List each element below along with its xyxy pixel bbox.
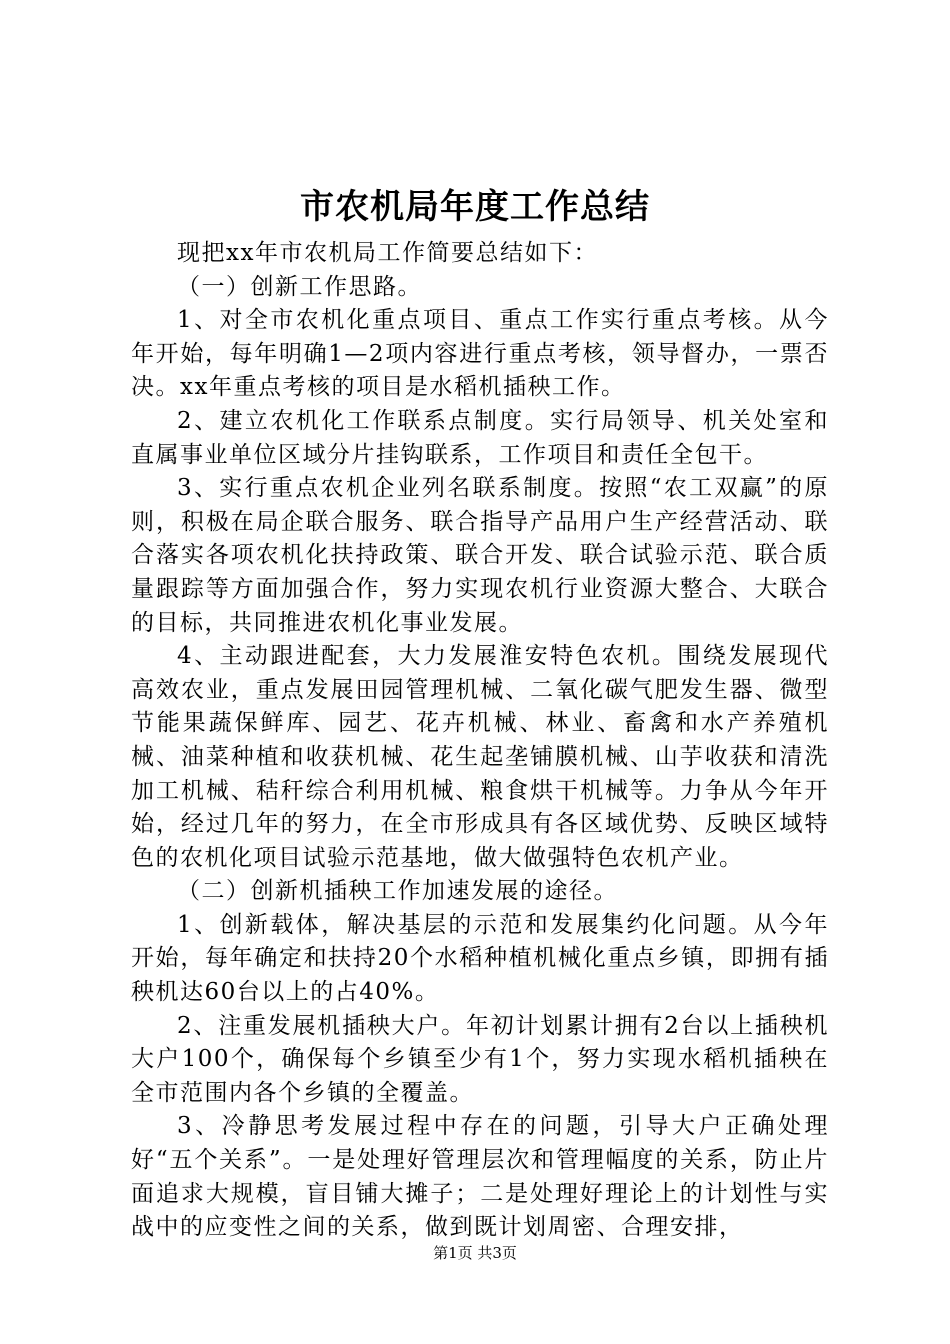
paragraph-item: 2、建立农机化工作联系点制度。实行局领导、机关处室和直属事业单位区域分片挂钩联系，工作项目和责任全包干。 xyxy=(131,407,829,468)
paragraph-intro: 现把xx年市农机局工作简要总结如下： xyxy=(177,240,598,266)
page-number-footer: 第1页 共3页 xyxy=(433,1244,517,1262)
document-title: 市农机局年度工作总结 xyxy=(300,187,650,227)
paragraph-item: 3、实行重点农机企业列名联系制度。按照“农工双赢”的原则，积极在局企联合服务、联合指导产品用户生产经营活动、联合落实各项农机化扶持政策、联合开发、联合试验示范、联合质量跟踪等方面加强合作，努力实现农机行业资源大整合、大联合的目标，共同推进农机化事业发展。 xyxy=(131,475,829,636)
paragraph-item: 2、注重发展机插秧大户。年初计划累计拥有2台以上插秧机大户100个，确保每个乡镇至少有1个，努力实现水稻机插秧在全市范围内各个乡镇的全覆盖。 xyxy=(131,1012,829,1106)
section-heading-1: （一）创新工作思路。 xyxy=(177,273,422,300)
document-body xyxy=(131,237,829,1245)
paragraph-item: 3、冷静思考发展过程中存在的问题，引导大户正确处理好“五个关系”。一是处理好管理层次和管理幅度的关系，防止片面追求大规模，盲目铺大摊子；二是处理好理论上的计划性与实战中的应变性之间的关系，做到既计划周密、合理安排， xyxy=(131,1113,829,1241)
paragraph-item: 1、对全市农机化重点项目、重点工作实行重点考核。从今年开始，每年明确1—2项内容进行重点考核，领导督办，一票否决。xx年重点考核的项目是水稻机插秧工作。 xyxy=(131,307,829,401)
section-heading-2: （二）创新机插秧工作加速发展的途径。 xyxy=(177,878,618,905)
paragraph-item: 4、主动跟进配套，大力发展淮安特色农机。围绕发展现代高效农业，重点发展田园管理机械、二氧化碳气肥发生器、微型节能果蔬保鲜库、园艺、花卉机械、林业、畜禽和水产养殖机械、油菜种植和收获机械、花生起垄铺膜机械、山芋收获和清洗加工机械、秸秆综合利用机械、粮食烘干机械等。力争从今年开始，经过几年的努力，在全市形成具有各区域优势、反映区域特色的农机化项目试验示范基地，做大做强特色农机产业。 xyxy=(131,643,829,871)
paragraph-item: 1、创新载体，解决基层的示范和发展集约化问题。从今年开始，每年确定和扶持20个水稻种植机械化重点乡镇，即拥有插秧机达60台以上的占40%。 xyxy=(131,911,829,1006)
